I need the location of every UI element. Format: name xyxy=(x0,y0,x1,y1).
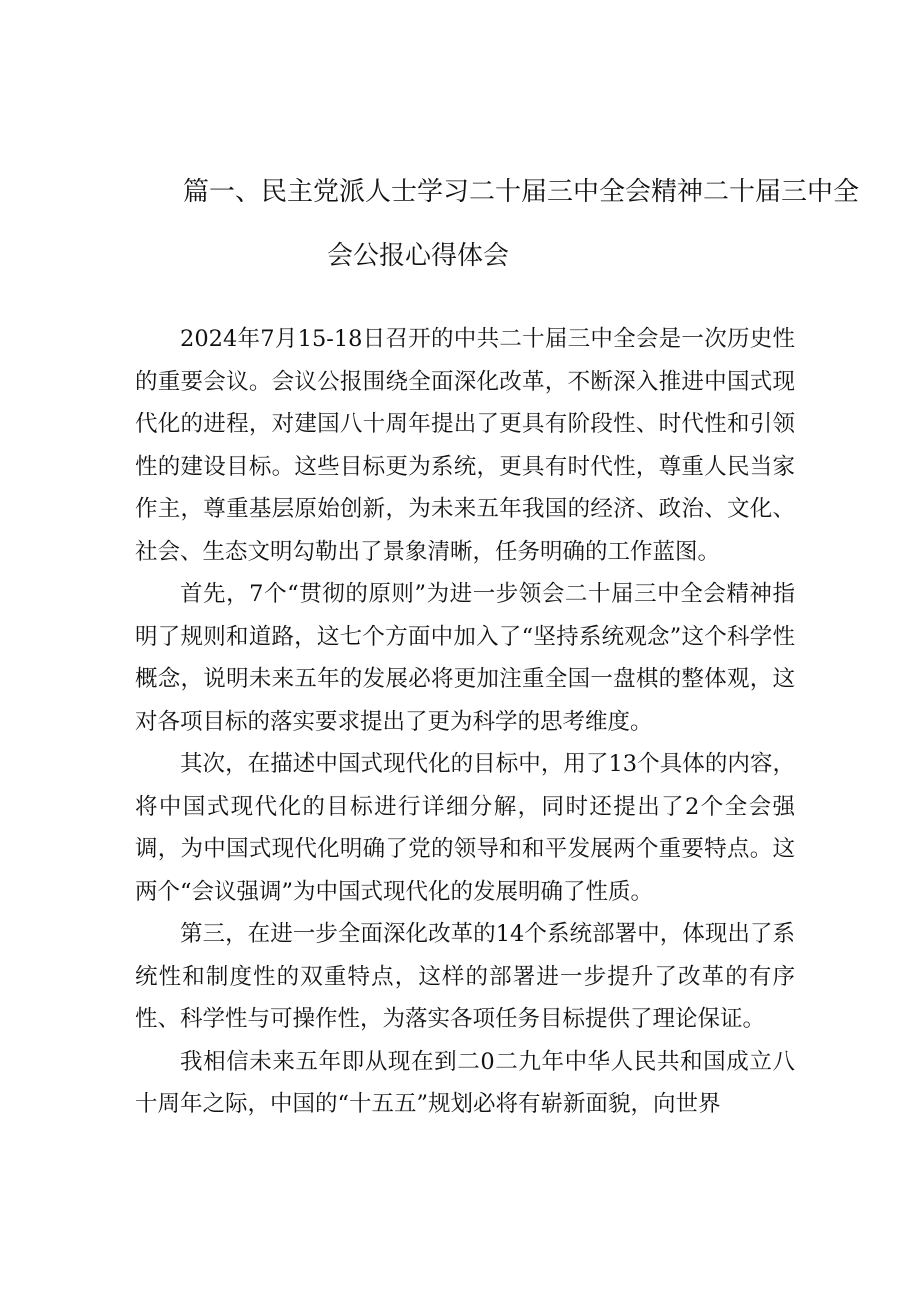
document-title xyxy=(135,160,860,288)
paragraph-4: 第三，在进一步全面深化改革的14个系统部署中，体现出了系统性和制度性的双重特点，这样的部署进一步提升了改革的有序性、科学性与可操作性，为落实各项任务目标提供了理论保证。 xyxy=(135,921,795,1032)
document-body xyxy=(135,318,795,1126)
title-line-2: 会公报心得体会 xyxy=(327,241,510,271)
paragraph-3: 其次，在描述中国式现代化的目标中，用了13个具体的内容，将中国式现代化的目标进行详细分解，同时还提出了2个全会强调，为中国式现代化明确了党的领导和和平发展两个重要特点。这两个“会议强调”为中国式现代化的发展明确了性质。 xyxy=(135,751,795,905)
paragraph-2: 首先，7个“贯彻的原则”为进一步领会二十届三中全会精神指明了规则和道路，这七个方面中加入了“坚持系统观念”这个科学性概念，说明未来五年的发展必将更加注重全国一盘棋的整体观，这对各项目标的落实要求提出了更为科学的思考维度。 xyxy=(135,581,795,735)
paragraph-1: 2024年7月15-18日召开的中共二十届三中全会是一次历史性的重要会议。会议公报围绕全面深化改革，不断深入推进中国式现代化的进程，对建国八十周年提出了更具有阶段性、时代性和引领性的建设目标。这些目标更为系统，更具有时代性，尊重人民当家作主，尊重基层原始创新，为未来五年我国的经济、政治、文化、社会、生态文明勾勒出了景象清晰，任务明确的工作蓝图。 xyxy=(135,326,795,565)
paragraph-5: 我相信未来五年即从现在到二0二九年中华人民共和国成立八十周年之际，中国的“十五五”规划必将有崭新面貌，向世界 xyxy=(135,1048,795,1117)
title-line-1: 篇一、民主党派人士学习二十届三中全会精神二十届三中全 xyxy=(183,177,860,207)
